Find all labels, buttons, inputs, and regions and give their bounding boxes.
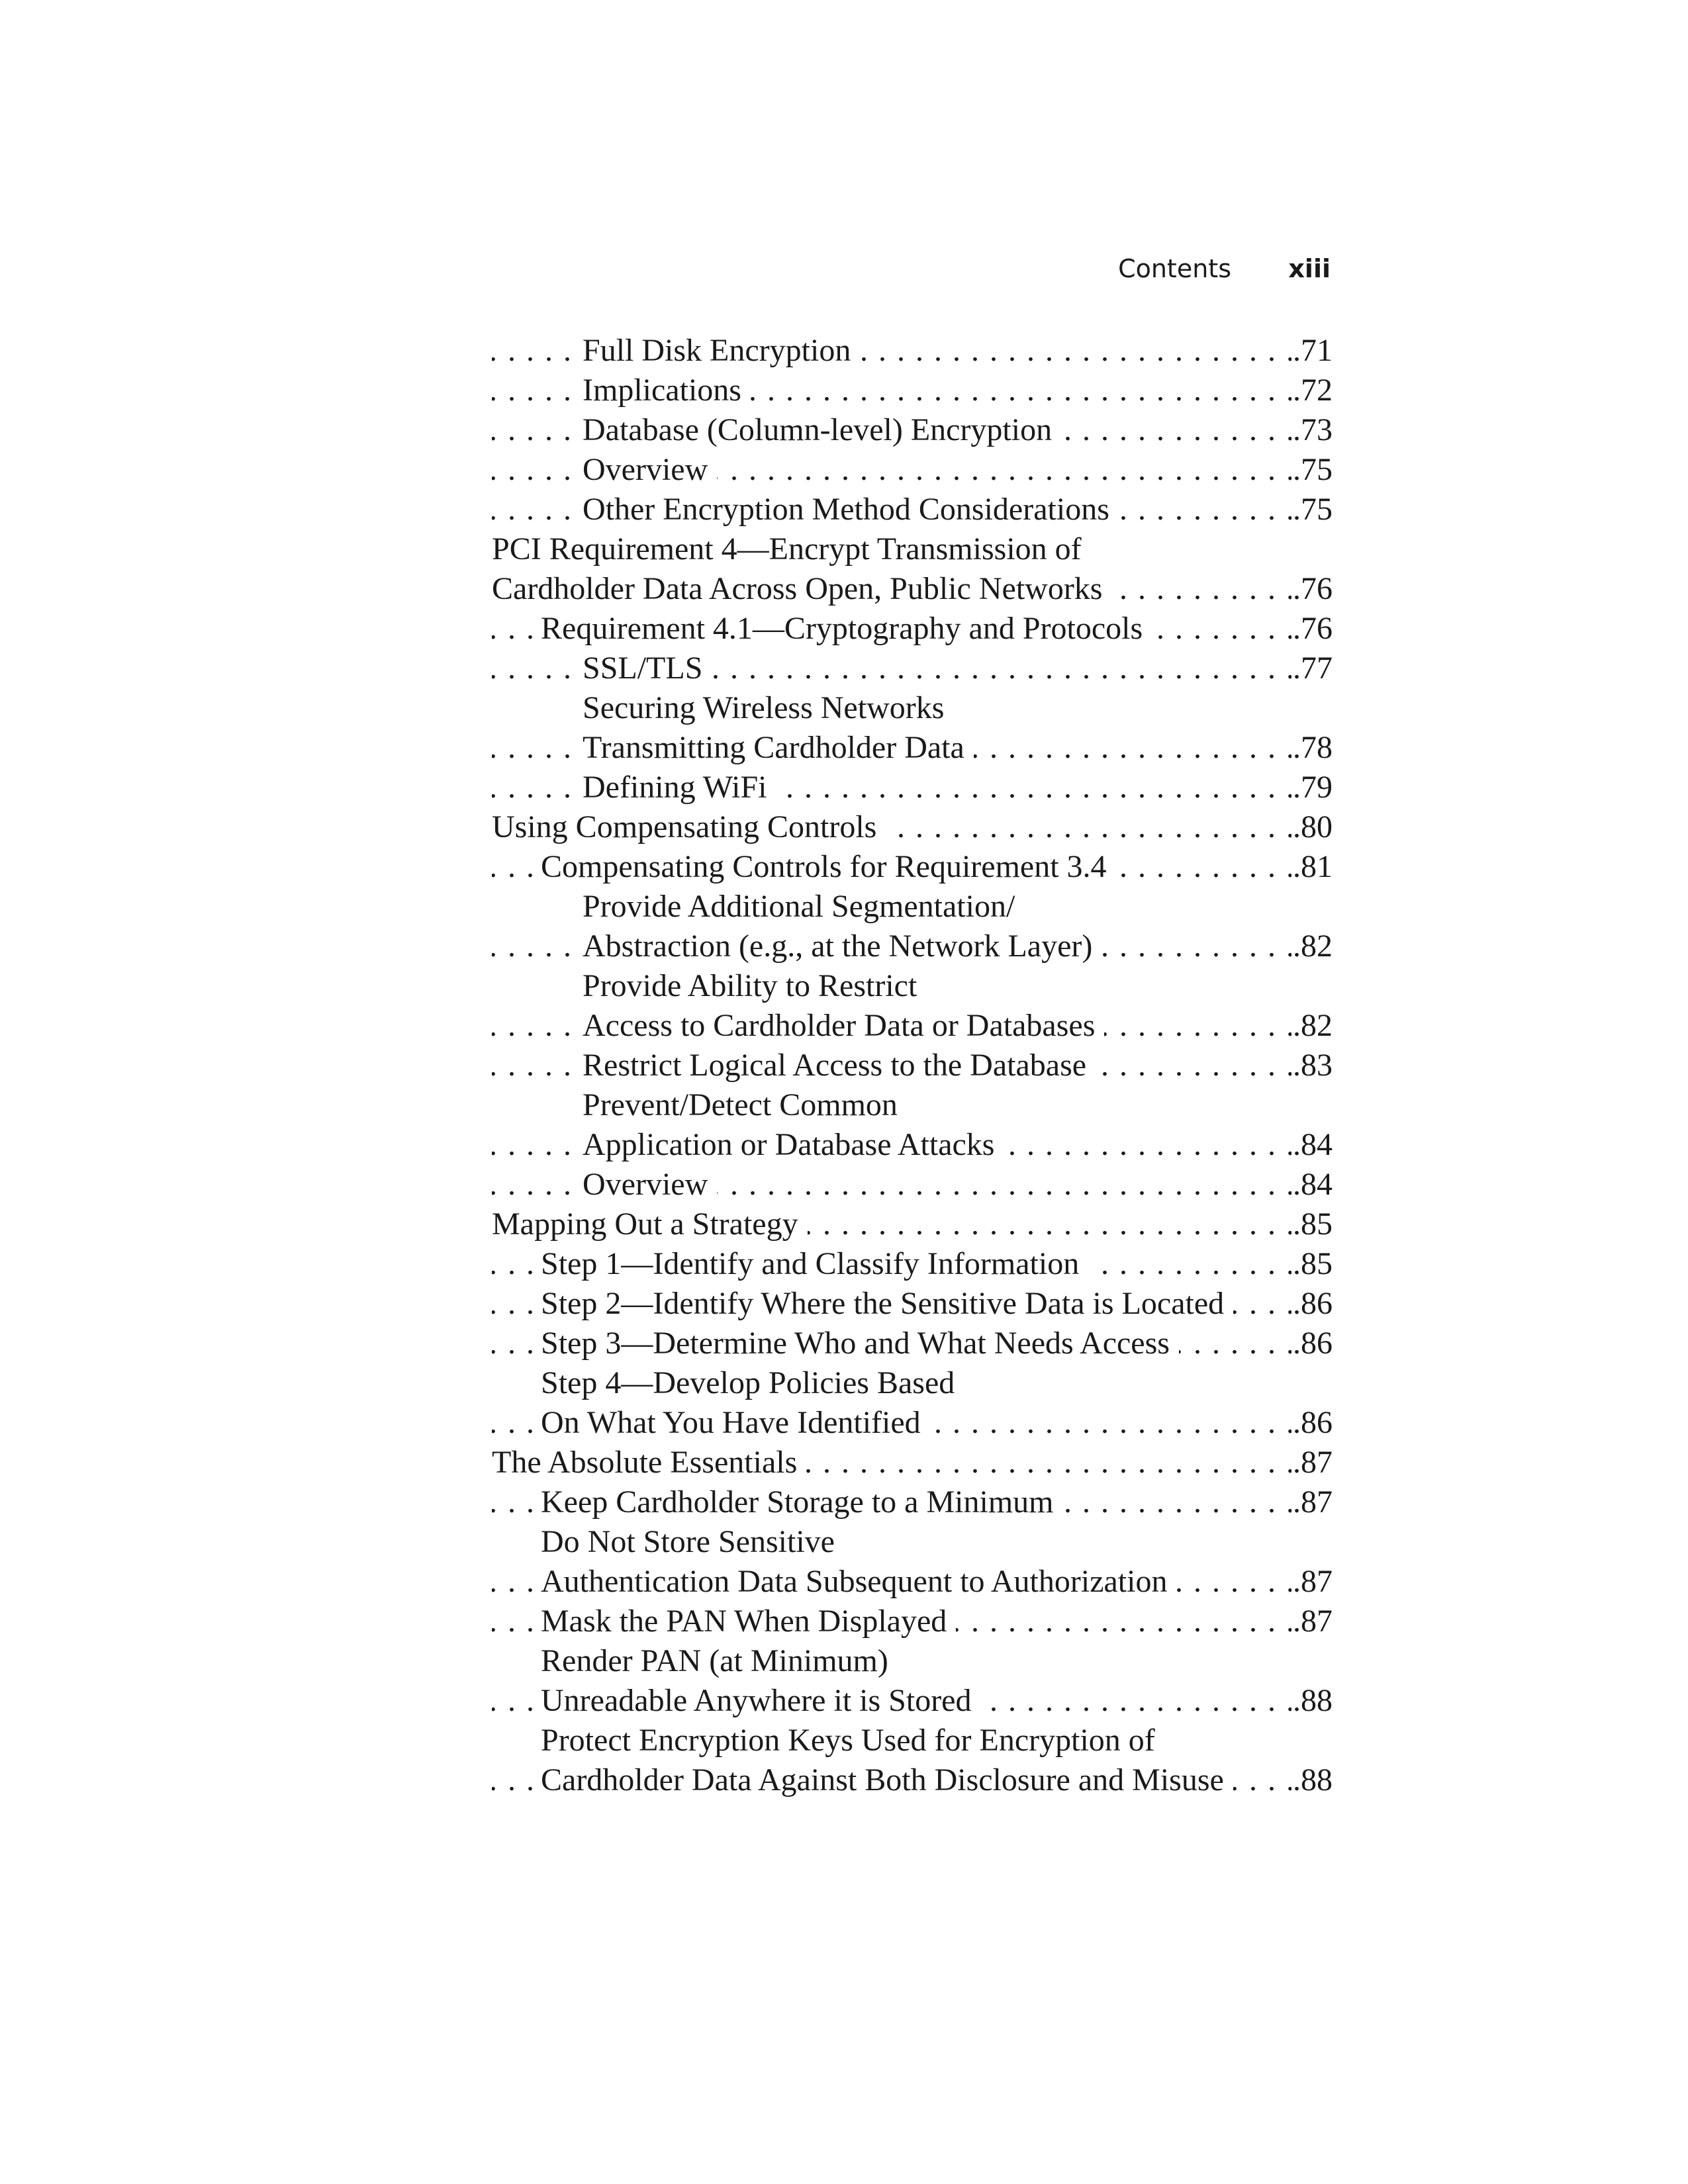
toc-entry	[492, 1681, 1333, 1721]
toc-entry-title: Authentication Data Subsequent to Authorization	[541, 1564, 1176, 1599]
toc-entry	[492, 490, 1333, 529]
toc-entry	[492, 728, 1333, 768]
toc-entry-title: Mask the PAN When Displayed	[541, 1604, 956, 1639]
toc-entry-page-number: .72	[1291, 371, 1333, 410]
toc-entry-title: Database (Column-level) Encryption	[583, 412, 1061, 447]
toc-entry-page-number: .88	[1291, 1681, 1333, 1721]
toc-entry-title: Securing Wireless Networks	[583, 690, 953, 725]
toc-entry	[492, 927, 1333, 966]
toc-entry-page-number: .82	[1291, 927, 1333, 966]
toc-entry-page-number: .86	[1291, 1403, 1333, 1443]
toc-entry-title: Access to Cardholder Data or Databases	[583, 1008, 1104, 1043]
toc-entry-title: Cardholder Data Against Both Disclosure and Misuse	[541, 1762, 1233, 1797]
running-head	[993, 249, 1331, 289]
toc-entry-title: Overview	[583, 1167, 717, 1202]
toc-entry	[492, 1602, 1333, 1641]
toc-entry	[492, 768, 1333, 807]
toc-entry	[492, 807, 1333, 847]
toc-entry	[492, 1284, 1333, 1324]
toc-entry	[492, 1324, 1333, 1363]
toc-entry	[492, 331, 1333, 371]
toc-entry-title: Provide Ability to Restrict	[583, 968, 926, 1003]
toc-entry-page-number: .73	[1291, 410, 1333, 450]
toc-entry-page-number: .88	[1291, 1760, 1333, 1800]
toc-entry-title: Protect Encryption Keys Used for Encryption of	[541, 1723, 1164, 1758]
toc-entry	[492, 847, 1333, 887]
toc-entry-title: Defining WiFi	[583, 770, 776, 805]
toc-entry-title: Step 2—Identify Where the Sensitive Data is Located	[541, 1286, 1233, 1321]
toc-entry-title: Using Compensating Controls	[492, 809, 886, 844]
toc-entry-title: PCI Requirement 4—Encrypt Transmission of	[492, 531, 1091, 567]
toc-entry	[492, 371, 1333, 410]
toc-entry-page-number: .85	[1291, 1205, 1333, 1244]
toc-entry	[492, 887, 1333, 927]
toc-entry-title: Transmitting Cardholder Data	[583, 730, 974, 765]
toc-entry	[492, 1244, 1333, 1284]
toc-entry-title: Full Disk Encryption	[583, 333, 860, 368]
table-of-contents	[492, 331, 1333, 1800]
toc-entry	[492, 688, 1333, 728]
toc-entry-page-number: .75	[1291, 490, 1333, 529]
toc-entry-title: Overview	[583, 452, 717, 487]
toc-entry-page-number: .87	[1291, 1602, 1333, 1641]
toc-entry-title: Mapping Out a Strategy	[492, 1206, 808, 1242]
toc-entry-title: Compensating Controls for Requirement 3.4	[541, 849, 1116, 884]
toc-entry-page-number: .71	[1291, 331, 1333, 371]
toc-entry-title: Render PAN (at Minimum)	[541, 1643, 898, 1678]
toc-entry-title: Unreadable Anywhere it is Stored	[541, 1683, 980, 1718]
toc-entry-page-number: .86	[1291, 1284, 1333, 1324]
toc-entry-title: SSL/TLS	[583, 651, 712, 686]
toc-entry	[492, 1522, 1333, 1562]
toc-entry-title: Step 1—Identify and Classify Information	[541, 1246, 1088, 1281]
toc-entry	[492, 1721, 1333, 1760]
toc-entry-title: Application or Database Attacks	[583, 1127, 1004, 1162]
toc-entry-page-number: .77	[1291, 649, 1333, 688]
toc-entry-title: Step 4—Develop Policies Based	[541, 1365, 964, 1400]
toc-entry-page-number: .75	[1291, 450, 1333, 490]
toc-entry-title: Provide Additional Segmentation/	[583, 889, 1024, 924]
toc-entry	[492, 529, 1333, 569]
toc-entry	[492, 1760, 1333, 1800]
toc-entry-title: Requirement 4.1—Cryptography and Protocols	[541, 611, 1152, 646]
toc-entry	[492, 1165, 1333, 1205]
toc-entry	[492, 1125, 1333, 1165]
toc-entry-page-number: .87	[1291, 1482, 1333, 1522]
running-head-label: Contents	[1118, 254, 1231, 283]
toc-entry-page-number: .83	[1291, 1046, 1333, 1085]
toc-entry	[492, 1403, 1333, 1443]
toc-entry	[492, 1205, 1333, 1244]
toc-entry-title: Prevent/Detect Common	[583, 1087, 907, 1122]
toc-entry	[492, 450, 1333, 490]
toc-entry	[492, 1482, 1333, 1522]
toc-entry-title: On What You Have Identified	[541, 1405, 930, 1440]
running-head-page-number: xiii	[1288, 254, 1331, 283]
toc-entry-page-number: .86	[1291, 1324, 1333, 1363]
toc-entry-title: Implications	[583, 373, 751, 408]
toc-entry	[492, 966, 1333, 1006]
toc-entry	[492, 1443, 1333, 1482]
toc-entry-title: Abstraction (e.g., at the Network Layer)	[583, 929, 1102, 964]
toc-entry-page-number: .78	[1291, 728, 1333, 768]
toc-entry-page-number: .87	[1291, 1562, 1333, 1602]
toc-entry-page-number: .85	[1291, 1244, 1333, 1284]
toc-entry-page-number: .79	[1291, 768, 1333, 807]
toc-entry-title: Other Encryption Method Considerations	[583, 492, 1119, 527]
toc-entry-title: Step 3—Determine Who and What Needs Access	[541, 1326, 1179, 1361]
toc-entry	[492, 649, 1333, 688]
toc-entry-page-number: .76	[1291, 609, 1333, 649]
toc-entry	[492, 1006, 1333, 1046]
toc-entry	[492, 1562, 1333, 1602]
toc-entry	[492, 410, 1333, 450]
toc-entry	[492, 569, 1333, 609]
toc-entry-title: The Absolute Essentials	[492, 1445, 806, 1480]
toc-entry-page-number: .76	[1291, 569, 1333, 609]
toc-entry	[492, 1363, 1333, 1403]
toc-entry	[492, 609, 1333, 649]
toc-entry-title: Do Not Store Sensitive	[541, 1524, 844, 1559]
toc-entry	[492, 1046, 1333, 1085]
toc-entry-page-number: .81	[1291, 847, 1333, 887]
toc-entry	[492, 1085, 1333, 1125]
toc-entry	[492, 1641, 1333, 1681]
toc-entry-page-number: .84	[1291, 1125, 1333, 1165]
toc-entry-page-number: .84	[1291, 1165, 1333, 1205]
toc-entry-title: Keep Cardholder Storage to a Minimum	[541, 1484, 1063, 1520]
toc-entry-page-number: .82	[1291, 1006, 1333, 1046]
toc-entry-page-number: .87	[1291, 1443, 1333, 1482]
toc-entry-title: Restrict Logical Access to the Database	[583, 1048, 1096, 1083]
toc-entry-page-number: .80	[1291, 807, 1333, 847]
toc-entry-title: Cardholder Data Across Open, Public Networks	[492, 571, 1111, 606]
